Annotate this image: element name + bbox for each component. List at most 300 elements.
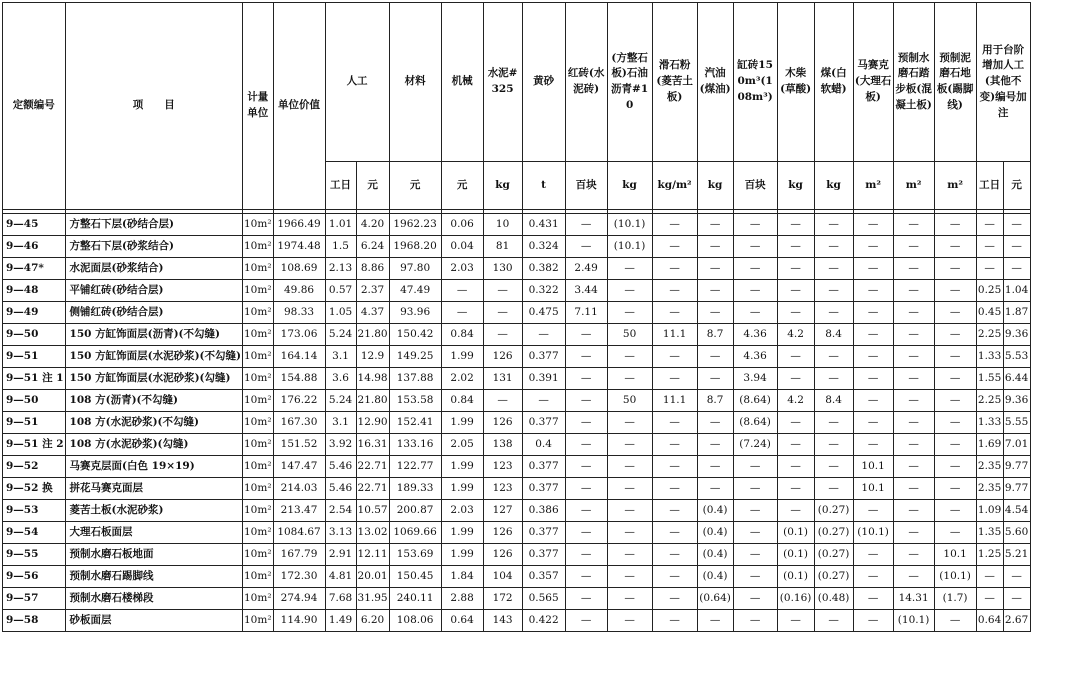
unit-cell: 10m² [243,544,274,566]
value-cell: — [814,302,853,324]
unit-price: 176.22 [273,390,325,412]
unit-price: 1974.48 [273,236,325,258]
value-cell: 1.99 [441,346,483,368]
value-cell: 7.01 [1003,434,1030,456]
value-cell: (0.4) [697,500,733,522]
item-name: 108 方(水泥砂浆)(不勾缝) [65,412,242,434]
unit-header: 百块 [733,162,777,210]
quota-code: 9—47* [3,258,66,280]
value-cell: 2.02 [441,368,483,390]
unit-price: 154.88 [273,368,325,390]
value-cell: — [733,500,777,522]
value-cell: — [652,478,697,500]
value-cell: 8.4 [814,324,853,346]
value-cell: 1.05 [325,302,356,324]
value-cell: — [697,368,733,390]
value-cell: — [522,324,565,346]
value-cell: 1.99 [441,456,483,478]
value-cell: 50 [607,324,652,346]
value-cell: — [607,346,652,368]
value-cell: — [934,610,976,632]
value-cell: 0.84 [441,324,483,346]
value-cell: — [697,258,733,280]
value-cell: 5.21 [1003,544,1030,566]
value-cell: — [777,456,814,478]
value-cell: 8.7 [697,324,733,346]
value-cell: — [565,478,607,500]
value-cell: 14.31 [893,588,934,610]
value-cell: 10 [483,214,522,236]
value-cell: — [697,434,733,456]
value-cell: 3.6 [325,368,356,390]
quota-code: 9—45 [3,214,66,236]
value-cell: (0.1) [777,566,814,588]
value-cell: 0.25 [976,280,1003,302]
value-cell: — [652,302,697,324]
value-cell: 3.92 [325,434,356,456]
item-name: 预制水磨石踢脚线 [65,566,242,588]
value-cell: — [893,544,934,566]
header-precast-stair: 预制水磨石踏步板(混凝土板) [893,3,934,162]
value-cell: — [652,610,697,632]
value-cell: 1.5 [325,236,356,258]
unit-cell: 10m² [243,368,274,390]
value-cell: — [976,214,1003,236]
unit-header: kg [777,162,814,210]
value-cell: — [565,236,607,258]
item-name: 菱苦土板(水泥砂浆) [65,500,242,522]
value-cell: 7.11 [565,302,607,324]
value-cell: — [565,368,607,390]
quota-code: 9—50 [3,390,66,412]
value-cell: — [853,566,893,588]
value-cell: — [697,346,733,368]
value-cell: 14.98 [356,368,389,390]
value-cell: 10.1 [853,478,893,500]
value-cell: 2.37 [356,280,389,302]
value-cell: 2.67 [1003,610,1030,632]
value-cell: 3.1 [325,346,356,368]
quota-code: 9—52 [3,456,66,478]
value-cell: — [777,368,814,390]
value-cell: (0.27) [814,566,853,588]
value-cell: 2.35 [976,456,1003,478]
unit-header: kg [697,162,733,210]
item-name: 砂板面层 [65,610,242,632]
value-cell: 5.46 [325,478,356,500]
value-cell: — [522,390,565,412]
value-cell: 0.431 [522,214,565,236]
value-cell: — [893,456,934,478]
value-cell: — [733,478,777,500]
value-cell: 137.88 [389,368,441,390]
table-row [3,236,1031,258]
value-cell: — [853,324,893,346]
value-cell: 4.2 [777,324,814,346]
unit-cell: 10m² [243,324,274,346]
value-cell: — [934,324,976,346]
value-cell: (10.1) [607,214,652,236]
value-cell: — [441,302,483,324]
unit-cell: 10m² [243,500,274,522]
value-cell: — [853,500,893,522]
value-cell: 1.01 [325,214,356,236]
value-cell: (1.7) [934,588,976,610]
value-cell: — [483,390,522,412]
value-cell: 0.06 [441,214,483,236]
unit-cell: 10m² [243,346,274,368]
unit-price: 114.90 [273,610,325,632]
table-row [3,610,1031,632]
value-cell: — [893,258,934,280]
value-cell: 3.13 [325,522,356,544]
value-cell: 2.05 [441,434,483,456]
header-labor: 人工 [325,3,389,162]
unit-price: 151.52 [273,434,325,456]
value-cell: — [853,390,893,412]
value-cell: — [733,522,777,544]
value-cell: 5.46 [325,456,356,478]
value-cell: — [976,236,1003,258]
value-cell: 4.37 [356,302,389,324]
item-name: 150 方缸饰面层(沥青)(不勾缝) [65,324,242,346]
unit-cell: 10m² [243,236,274,258]
header-price: 单位价值 [273,3,325,210]
quota-code: 9—50 [3,324,66,346]
table-row [3,566,1031,588]
value-cell: 123 [483,478,522,500]
value-cell: 0.377 [522,522,565,544]
value-cell: — [697,302,733,324]
value-cell: 2.25 [976,390,1003,412]
value-cell: — [853,434,893,456]
item-name: 平铺红砖(砂结合层) [65,280,242,302]
value-cell: 172 [483,588,522,610]
value-cell: 2.88 [441,588,483,610]
value-cell: 4.36 [733,346,777,368]
value-cell: 2.13 [325,258,356,280]
value-cell: 0.391 [522,368,565,390]
value-cell: 2.91 [325,544,356,566]
table-row [3,346,1031,368]
value-cell: 133.16 [389,434,441,456]
header-firewood: 木柴(草酸) [777,3,814,162]
unit-price: 147.47 [273,456,325,478]
value-cell: 6.24 [356,236,389,258]
unit-price: 167.30 [273,412,325,434]
table-row [3,412,1031,434]
table-row [3,588,1031,610]
value-cell: 122.77 [389,456,441,478]
value-cell: 1.35 [976,522,1003,544]
item-name: 150 方缸饰面层(水泥砂浆)(勾缝) [65,368,242,390]
value-cell: — [733,258,777,280]
item-name: 侧铺红砖(砂结合层) [65,302,242,324]
value-cell: (10.1) [607,236,652,258]
value-cell: (0.64) [697,588,733,610]
value-cell: 1.09 [976,500,1003,522]
value-cell: (0.16) [777,588,814,610]
value-cell: — [697,610,733,632]
item-name: 方整石下层(砂结合层) [65,214,242,236]
value-cell: (0.27) [814,500,853,522]
table-row [3,258,1031,280]
item-name: 拼花马赛克面层 [65,478,242,500]
value-cell: — [934,522,976,544]
value-cell: 5.24 [325,390,356,412]
value-cell: — [934,302,976,324]
value-cell: 0.377 [522,544,565,566]
unit-price: 1084.67 [273,522,325,544]
value-cell: — [483,302,522,324]
value-cell: 1069.66 [389,522,441,544]
value-cell: — [853,412,893,434]
unit-price: 167.79 [273,544,325,566]
value-cell: — [607,280,652,302]
quota-code: 9—51 [3,346,66,368]
table-body [3,210,1031,632]
value-cell: 1.69 [976,434,1003,456]
value-cell: 0.64 [441,610,483,632]
value-cell: — [934,214,976,236]
table-row [3,214,1031,236]
value-cell: — [733,236,777,258]
unit-header: m² [893,162,934,210]
value-cell: — [934,346,976,368]
value-cell: — [607,566,652,588]
value-cell: 1.99 [441,412,483,434]
value-cell: — [976,588,1003,610]
value-cell: — [565,412,607,434]
value-cell: — [607,434,652,456]
value-cell: 12.11 [356,544,389,566]
item-name: 预制水磨石板地面 [65,544,242,566]
table-row [3,302,1031,324]
value-cell: 123 [483,456,522,478]
value-cell: — [814,346,853,368]
value-cell: — [565,456,607,478]
table-row [3,434,1031,456]
value-cell: — [733,280,777,302]
value-cell: — [565,390,607,412]
value-cell: — [607,588,652,610]
value-cell: 31.95 [356,588,389,610]
value-cell: — [853,302,893,324]
value-cell: — [652,368,697,390]
value-cell: 0.357 [522,566,565,588]
value-cell: 21.80 [356,390,389,412]
value-cell: — [893,434,934,456]
value-cell: — [565,522,607,544]
unit-cell: 10m² [243,302,274,324]
unit-cell: 10m² [243,258,274,280]
value-cell: 3.1 [325,412,356,434]
value-cell: 4.2 [777,390,814,412]
value-cell: — [1003,236,1030,258]
value-cell: 153.58 [389,390,441,412]
value-cell: 0.377 [522,412,565,434]
value-cell: — [441,280,483,302]
value-cell: — [565,588,607,610]
value-cell: — [607,368,652,390]
unit-header: 元 [1003,162,1030,210]
value-cell: 1.99 [441,544,483,566]
value-cell: (0.1) [777,522,814,544]
value-cell: — [697,280,733,302]
header-extra: 用于台阶增加人工(其他不变)编号加注 [976,3,1030,162]
value-cell: — [814,368,853,390]
value-cell: — [733,302,777,324]
value-cell: 130 [483,258,522,280]
value-cell: — [814,478,853,500]
value-cell: 2.49 [565,258,607,280]
item-name: 方整石下层(砂浆结合) [65,236,242,258]
value-cell: — [853,368,893,390]
value-cell: 5.53 [1003,346,1030,368]
table-row [3,390,1031,412]
value-cell: (10.1) [853,522,893,544]
value-cell: — [893,302,934,324]
unit-price: 1966.49 [273,214,325,236]
quota-code: 9—51 注 2 [3,434,66,456]
value-cell: 4.81 [325,566,356,588]
unit-header: 元 [389,162,441,210]
value-cell: 2.54 [325,500,356,522]
value-cell: — [853,214,893,236]
unit-header: kg [607,162,652,210]
value-cell: — [607,610,652,632]
table-row [3,280,1031,302]
table-row [3,324,1031,346]
value-cell: 1.99 [441,478,483,500]
unit-price: 173.06 [273,324,325,346]
value-cell: 10.1 [853,456,893,478]
unit-price: 164.14 [273,346,325,368]
value-cell: 5.24 [325,324,356,346]
value-cell: 2.35 [976,478,1003,500]
unit-cell: 10m² [243,566,274,588]
value-cell: — [607,258,652,280]
table-row [3,456,1031,478]
value-cell: — [652,544,697,566]
value-cell: 149.25 [389,346,441,368]
value-cell: — [893,214,934,236]
value-cell: — [814,258,853,280]
value-cell: 1.84 [441,566,483,588]
unit-header: kg [814,162,853,210]
header-red-brick-150: 缸砖150m³(108m³) [733,3,777,162]
value-cell: 9.77 [1003,456,1030,478]
value-cell: (8.64) [733,390,777,412]
unit-header: 百块 [565,162,607,210]
value-cell: 1968.20 [389,236,441,258]
value-cell: 13.02 [356,522,389,544]
value-cell: — [814,610,853,632]
value-cell: 47.49 [389,280,441,302]
quota-code: 9—51 [3,412,66,434]
value-cell: 126 [483,544,522,566]
value-cell: — [1003,214,1030,236]
value-cell: — [652,258,697,280]
value-cell: 143 [483,610,522,632]
value-cell: 0.322 [522,280,565,302]
value-cell: — [1003,566,1030,588]
value-cell: 1.49 [325,610,356,632]
value-cell: 1.99 [441,522,483,544]
unit-price: 274.94 [273,588,325,610]
value-cell: 7.68 [325,588,356,610]
value-cell: — [893,236,934,258]
value-cell: 152.41 [389,412,441,434]
value-cell: 1.33 [976,412,1003,434]
value-cell: 22.71 [356,456,389,478]
header-sand: 黄砂 [522,3,565,162]
value-cell: 97.80 [389,258,441,280]
value-cell: — [814,456,853,478]
value-cell: 3.44 [565,280,607,302]
value-cell: — [777,280,814,302]
value-cell: 126 [483,412,522,434]
item-name: 108 方(水泥砂浆)(勾缝) [65,434,242,456]
value-cell: 127 [483,500,522,522]
value-cell: — [565,500,607,522]
value-cell: — [607,544,652,566]
value-cell: — [853,588,893,610]
value-cell: — [697,456,733,478]
header-machine: 机械 [441,3,483,162]
value-cell: — [814,412,853,434]
header-code: 定额编号 [3,3,66,210]
unit-cell: 10m² [243,456,274,478]
value-cell: — [893,566,934,588]
unit-header: 元 [356,162,389,210]
value-cell: 4.20 [356,214,389,236]
value-cell: 0.4 [522,434,565,456]
value-cell: 8.4 [814,390,853,412]
value-cell: — [853,346,893,368]
unit-header: m² [934,162,976,210]
value-cell: 10.1 [934,544,976,566]
value-cell: — [697,478,733,500]
unit-cell: 10m² [243,588,274,610]
value-cell: (8.64) [733,412,777,434]
unit-cell: 10m² [243,434,274,456]
value-cell: (0.1) [777,544,814,566]
value-cell: — [934,390,976,412]
value-cell: 22.71 [356,478,389,500]
value-cell: 0.377 [522,346,565,368]
unit-header: 工日 [976,162,1003,210]
unit-price: 214.03 [273,478,325,500]
value-cell: — [934,500,976,522]
value-cell: 150.45 [389,566,441,588]
value-cell: — [777,258,814,280]
unit-price: 49.86 [273,280,325,302]
value-cell: 0.64 [976,610,1003,632]
value-cell: 0.324 [522,236,565,258]
item-name: 150 方缸饰面层(水泥砂浆)(不勾缝) [65,346,242,368]
value-cell: 131 [483,368,522,390]
value-cell: — [893,280,934,302]
value-cell: — [565,566,607,588]
value-cell: — [777,478,814,500]
value-cell: 200.87 [389,500,441,522]
value-cell: (0.4) [697,522,733,544]
value-cell: — [814,434,853,456]
value-cell: — [777,302,814,324]
value-cell: — [814,280,853,302]
header-red-brick-cement: 红砖(水泥砖) [565,3,607,162]
